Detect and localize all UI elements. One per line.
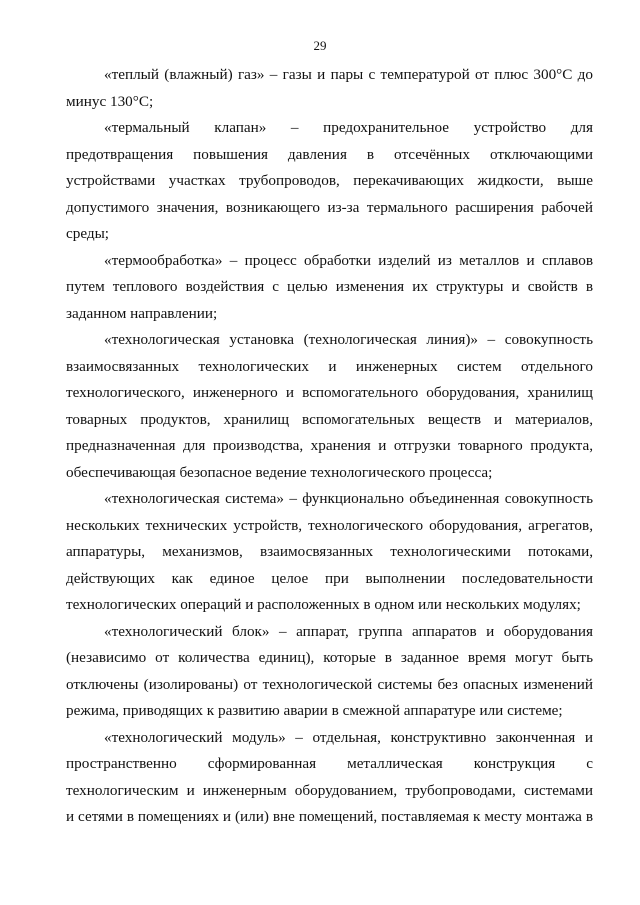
text-line: технологическим и инженерным оборудованием, трубопроводами, системами <box>66 781 593 799</box>
text-line: пространственно сформированная металлическая конструкция с <box>66 755 593 772</box>
text-line: предназначенная для производства, хранения и отгрузки товарного продукта, <box>66 437 593 454</box>
text-line: минус 130°С; <box>66 92 154 110</box>
text-line: аппаратуры, механизмов, взаимосвязанных технологическими потоками, <box>66 543 593 560</box>
text-line: «технологический блок» – аппарат, группа аппаратов и оборудования <box>104 622 593 640</box>
text-line: товарных продуктов, хранилищ вспомогательных веществ и материалов, <box>66 410 593 428</box>
definition-paragraph-process-system <box>66 486 593 619</box>
text-line: «термообработка» – процесс обработки изделий из металлов и сплавов <box>104 251 593 269</box>
text-line: «технологический модуль» – отдельная, конструктивно законченная и <box>104 728 593 746</box>
document-body <box>66 62 593 831</box>
text-line: обеспечивающая безопасное ведение технологического процесса; <box>66 463 493 481</box>
definition-paragraph-thermal-valve <box>66 115 593 248</box>
text-line: взаимосвязанных технологических и инженерных систем отдельного <box>66 357 593 375</box>
text-line: отключены (изолированы) от технологической системы без опасных изменений <box>66 675 593 693</box>
page-number: 29 <box>313 38 327 53</box>
text-line: «технологическая установка (технологическая линия)» – совокупность <box>104 331 593 348</box>
text-line: (независимо от количества единиц), которые в заданное время могут быть <box>66 649 593 666</box>
text-line: путем теплового воздействия с целью изменения их структуры и свойств в <box>66 278 593 295</box>
text-line: действующих как единое целое при выполнении последовательности <box>66 569 593 587</box>
text-line: «теплый (влажный) газ» – газы и пары с температурой от плюс 300°С до <box>104 66 593 83</box>
definition-paragraph-heat-treatment <box>66 248 593 328</box>
text-line: «технологическая система» – функционально объединенная совокупность <box>104 490 593 507</box>
text-line: режима, приводящих к развитию аварии в смежной аппаратуре или системе; <box>66 702 563 719</box>
text-line: заданном направлении; <box>66 304 218 322</box>
definition-paragraph-process-block <box>66 619 593 725</box>
text-line: и сетями в помещениях и (или) вне помещений, поставляемая к месту монтажа в <box>66 808 593 825</box>
definition-paragraph-process-unit <box>66 327 593 486</box>
definition-paragraph-warm-gas <box>66 62 593 115</box>
text-line: «термальный клапан» – предохранительное устройство для <box>104 119 593 136</box>
text-line: среды; <box>66 225 110 242</box>
text-line: технологического, инженерного и вспомогательного оборудования, хранилищ <box>66 384 593 401</box>
text-line: предотвращения повышения давления в отсечённых отключающими <box>66 145 593 163</box>
definition-paragraph-process-module <box>66 725 593 831</box>
text-line: технологических операций и расположенных в одном или нескольких модулях; <box>66 596 581 613</box>
text-line: допустимого значения, возникающего из-за термального расширения рабочей <box>66 198 593 216</box>
text-line: нескольких технических устройств, технологического оборудования, агрегатов, <box>66 516 593 534</box>
text-line: устройствами участках трубопроводов, перекачивающих жидкости, выше <box>66 172 593 189</box>
